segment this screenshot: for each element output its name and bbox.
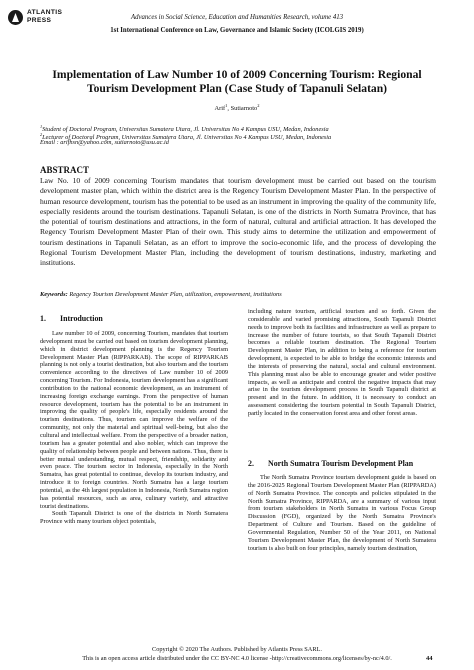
right-column-top <box>248 308 436 418</box>
logo-text-line1: ATLANTIS <box>27 9 63 16</box>
author-2-sup: 2 <box>257 103 260 108</box>
title-line-1: Implementation of Law Number 10 of 2009 Concerning Tourism: Regional <box>52 68 422 81</box>
section-1-heading <box>40 314 103 323</box>
paper-title <box>40 68 434 95</box>
conference-line: 1st International Conference on Law, Governance and Islamic Society (ICOLGIS 2019) <box>110 27 364 34</box>
keywords-line <box>40 291 436 298</box>
section-1-title: Introduction <box>60 314 103 323</box>
section-2-heading <box>248 459 413 468</box>
affiliation-1-text: Student of Doctoral Program, Universitas Sumatera Utara, Jl. Universitas No 4 Kampus USU, Medan, Indonesia <box>42 126 329 134</box>
right-column-bottom <box>248 474 436 552</box>
author-line <box>0 103 474 112</box>
section-2-number: 2. <box>248 459 254 468</box>
section-1-number: 1. <box>40 314 46 323</box>
series-line: Advances in Social Science, Education and Humanities Research, volume 413 <box>130 14 344 21</box>
abstract-heading: ABSTRACT <box>40 165 90 175</box>
email-line: Email : arifhsn@yahoo.com, sutiarnoto@usu.ac.id <box>40 139 169 146</box>
author-2: Sutiarnoto <box>230 105 258 113</box>
abstract-text: Law No. 10 of 2009 concerning Tourism mandates that tourism development must be carried out based on the tourism development master plan, which within the district area is the Regency Tourism Development Master Plan. In the perspective of human resource development, tourism has the potential to be used as an instrument in improving the quality of the community life, especially residents around the tourism destinations. Tapanuli Selatan, is one of the districts in North Sumatra Province, that has the potential of tourism destinations and attractions, in the form of natural, cultural and artificial attraction. It has developed the Regency Tourism Development Master Plan of their own. This study aims to determine the utilization and empowerment of tourism destinations in Tapanuli Selatan, as an effort to improve the socio-economic life, and the process of developing the Regional Tourism Development Master Plan, including the development of tourism destinations, industry, marketing and institutions. <box>40 176 436 268</box>
logo-text-line2: PRESS <box>27 17 52 24</box>
section-2-paragraph-1: The North Sumatra Province tourism development guide is based on the 2016-2025 Regional Tourism Development Master Plan (RIPPARDA) of North Sumatra Province. The concepts and policies stipulated in the North Sumatra Province, RIPPARDA, are a summary of various input from tourism stakeholders in North Sumatra in various Focus Group Discussion (FGD), organized by the North Sumatra Province's Department of Culture and Tourism. Based on the guideline of Governmental Regulation, Number 50 of the Year 2011, on National Tourism Development Master Plan, the development of North Sumatera tourism is also built on four principles, namely tourism destination, <box>248 474 436 552</box>
left-column <box>40 330 228 526</box>
page-number: 44 <box>426 655 433 662</box>
intro-paragraph-2: South Tapanuli District is one of the districts in North Sumatera Province with many tourism object potentials, <box>40 510 228 526</box>
author-separator: , <box>227 105 231 113</box>
intro-paragraph-3: including nature tourism, artificial tourism and so forth. Given the considerable and varied promising attractions, South Tapanuli District needs to improve both its facilities and infrastructure as well as prepare to increase the number of future tourists, so that South Tapanuli District becomes a reliable tourism destination. The Regional Tourism Development Master Plan, in addition to being a reference for tourism development, is expected to be able to bridge the economic interests and the interests of preserving the natural, social and cultural environment. This planning must also be able to encourage greater and wider positive impacts, as well as anticipate and control the negative impacts that may arise in the tourism development process in South Tapanuli district at present and in the future. In addition, it is necessary to conduct an assessment considering the tourism potential in South Tapanuli District, partly located in the conservation forest area and other forest areas. <box>248 308 436 417</box>
author-1: Arif <box>214 105 226 113</box>
intro-paragraph-1: Law number 10 of 2009, concerning Tourism, mandates that tourism development must be carried out based on tourism development planning, which in district development planning is the Regency Tourism Development Master Plan (RIPPARKAB). The scope of RIPPARKAB planning is not only a tourist destination, but also tourism and the tourism convenience according to the directives of Law number 10 of 2009 concerning Tourism. For Indonesia, tourism development has a significant contribution to the national economic development, as an instrument of increasing foreign exchange earnings. From the perspective of human resource development, tourism has the potential to be an instrument in improving the quality of people's life, especially residents around the tourism destinations. Thus, tourism can improve the welfare of the community, not only the material and spiritual well-being, but also the cultural and intellectual welfare. From the perspective of a broader nation, tourism has a greater potential and also nobler, which can improve the quality of relationship between people and between nations. Thus, there is better mutual understanding, mutual respect, friendship, solidarity and even peace. The tourism sector in Indonesia, especially in the North Sumatra, has great potential to continue, develop its tourism industry, and introduce it to foreign countries. North Sumatra has a large tourism potential, as the 4th largest population in Indonesia, North Sumatra region has potential resources, such as area, culinary variety, and attractive tourist destinations. <box>40 330 228 510</box>
section-2-title: North Sumatra Tourism Development Plan <box>268 459 414 468</box>
title-line-2: Tourism Development Plan (Case Study of Tapanuli Selatan) <box>86 81 388 95</box>
footer-license: This is an open access article distributed under the CC BY-NC 4.0 license -http://creativecommons.org/licenses/by-nc/4.0/. <box>82 655 392 662</box>
keywords-label: Keywords: <box>40 291 68 298</box>
affiliation-2-sup: 2 <box>40 132 43 137</box>
footer-copyright: Copyright © 2020 The Authors. Published by Atlantis Press SARL. <box>152 646 322 653</box>
affiliation-1-sup: 1 <box>40 124 43 129</box>
author-1-sup: 1 <box>225 103 228 108</box>
affiliation-2-text: Lecturer of Doctoral Program, Universitas Sumatera Utara, Jl. Universitas No 4 Kampus USU, Medan, Indonesia <box>42 134 332 142</box>
keywords-text: Regency Tourism Development Master Plan, utilization, empowerment, institutions <box>69 291 282 298</box>
